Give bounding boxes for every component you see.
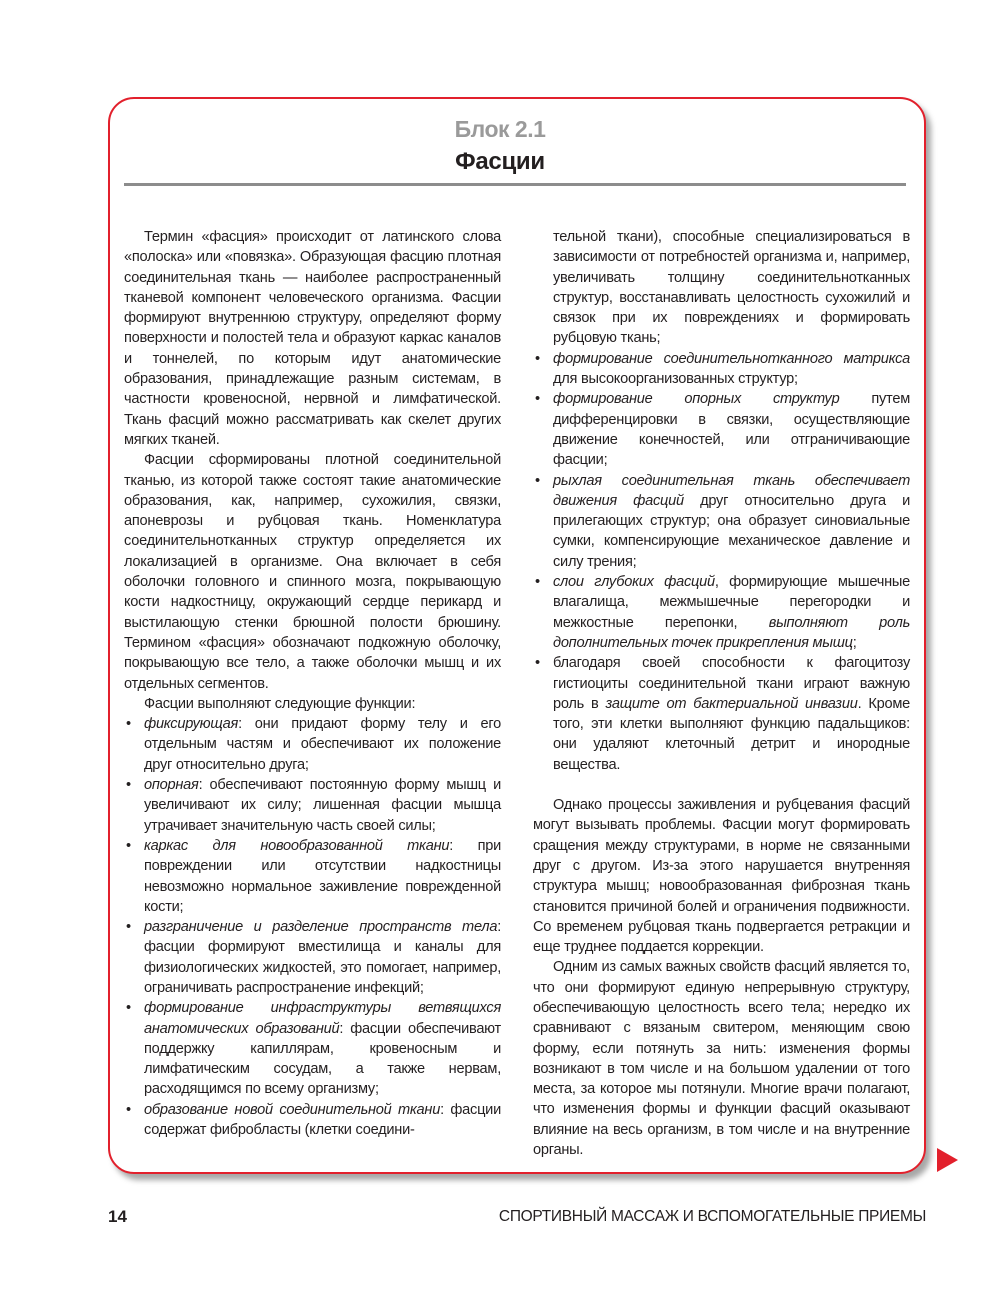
- text-run: Термин «фасция» происходит от латинского слова «полоска» или «повязка». Образующая фасцию плотная соединительная ткань — наиболее распространенный тканевой компонент человеческого организма. Фасции формируют внутреннюю структуру, определяют форму поверхности и полостей тела и образуют каркас каналов и тоннелей, по которым идут анатомические образования, принадлежащие разным системам, в частности кровеносной, нервной и лимфатической. Ткань фасций можно рассматривать как скелет других мягких тканей.: [124, 229, 501, 448]
- text-run: : они придают форму телу и его отдельным частям и обеспечивают их положение друг относительно друга;: [144, 716, 501, 773]
- text-run: : обеспечивают постоянную форму мышц и увеличивают их силу; лишенная фасции мышца утрачивает значительную часть своей силы;: [144, 777, 501, 834]
- text-run: , формирующие мышечные влагалища, межмышечные перегородки и межкостные перепонки,: [553, 574, 910, 631]
- box-kicker: Блок 2.1: [454, 116, 546, 142]
- bullet-list: [533, 349, 910, 775]
- list-item: [124, 1100, 501, 1141]
- text-run: : фасции формируют вместилища и каналы для физиологических жидкостей, это помогает, например, ограничивать распространение инфекций;: [144, 919, 501, 996]
- list-item: [124, 998, 501, 1099]
- list-item: [533, 349, 910, 390]
- paragraph: [124, 694, 501, 714]
- text-run: : при повреждении или отсутствии надкостницы невозможно нормальное заживление поврежденной кости;: [144, 837, 501, 915]
- text-run: для высокоорганизованных структур;: [553, 371, 798, 388]
- spacer: [533, 775, 910, 795]
- right-column: [533, 227, 910, 1160]
- italic-term: выполняют роль дополнительных точек прикрепления мышц: [553, 614, 910, 651]
- text-run: ;: [852, 634, 857, 651]
- paragraph: [533, 957, 910, 1160]
- paragraph: [124, 227, 501, 450]
- italic-term: рыхлая соединительная ткань обеспечивает движения фасций: [553, 472, 910, 509]
- italic-term: слои глубоких фасций: [553, 574, 715, 591]
- italic-term: образование новой соединительной ткани: [144, 1101, 441, 1118]
- list-item: [533, 572, 910, 653]
- list-item: [124, 775, 501, 836]
- title-divider: [124, 183, 906, 186]
- text-run: путем дифференцировки в связки, осуществляющие движение конечностей, или отграничивающие фасции;: [553, 391, 910, 469]
- text-run: . Кроме того, эти клетки выполняют функцию падальщиков: они удаляют клеточный детрит и инородные вещества.: [553, 695, 910, 773]
- bullet-list: [124, 714, 501, 1140]
- running-head: СПОРТИВНЫЙ МАССАЖ И ВСПОМОГАТЕЛЬНЫЕ ПРИЕМЫ: [498, 1208, 926, 1225]
- text-run: Фасции выполняют следующие функции:: [144, 695, 416, 712]
- list-item: [533, 389, 910, 470]
- list-item: [533, 471, 910, 572]
- text-run: Фасции сформированы плотной соединительной тканью, из которой также состоят такие анатомические образования, как, например, сухожилия, связки, апоневрозы и рубцовая ткань. Номенклатура соединительнотканных структур определяется их локализацией в организме. Она включает в себя оболочки головного и спинного мозга, покрывающую кости надкостницу, окружающий сердце перикард и выстилающую стенки брюшной полости брюшину. Термином «фасция» обозначают подкожную оболочку, покрывающую все тело, а также оболочки мышц и их отдельных сегментов.: [124, 452, 501, 692]
- paragraph: [533, 795, 910, 957]
- list-item: [124, 917, 501, 998]
- text-run: тельной ткани), способные специализироваться в зависимости от потребностей организма и, например, увеличивать толщину соединительнотканных структур, восстанавливать целостность сухожилий и связок при их повреждениях и формировать рубцовую ткань;: [553, 229, 910, 347]
- list-item: [124, 836, 501, 917]
- page-number: 14: [108, 1207, 127, 1226]
- italic-term: формирование инфраструктуры ветвящихся анатомических образований: [144, 1000, 501, 1037]
- box-title: Фасции: [455, 148, 545, 175]
- left-column: [124, 227, 501, 1140]
- italic-term: разграничение и разделение пространств тела: [144, 919, 498, 936]
- list-item: [533, 653, 910, 775]
- text-run: Одним из самых важных свойств фасций является то, что они формируют единую непрерывную структуру, обеспечивающую целостность всего тела; нередко их сравнивают с вязаным свитером, меняющим свою форму, если потянуть за нить: изменения формы возникают в том числе и на большом удалении от того места, за которое мы потянули. Многие врачи полагают, что изменения формы и функции фасций оказывают влияние на весь организм, в том числе и на внутренние органы.: [533, 959, 910, 1159]
- list-item: [124, 714, 501, 775]
- text-run: друг относительно друга и прилегающих структур; она образует синовиальные сумки, компенсирующие механическое давление и силу трения;: [553, 492, 910, 570]
- italic-term: формирование опорных структур: [553, 391, 840, 408]
- paragraph: [124, 450, 501, 694]
- text-run: : фасции содержат фибробласты (клетки соедини-: [144, 1101, 501, 1139]
- text-run: : фасции обеспечивают поддержку капиллярам, кровеносным и лимфатическим сосудам, а также нервам, расходящимся по всему организму;: [144, 1020, 501, 1098]
- italic-term: фиксирующая: [144, 716, 239, 733]
- text-run: Однако процессы заживления и рубцевания фасций могут вызывать проблемы. Фасции могут формировать сращения между структурами, в норме не связанными друг с другом. Из-за этого нарушается внутренняя структура мышц; новообразованная фиброзная ткань становится причиной болей и ограничения подвижности. Со временем рубцовая ткань подвергается ретракции и еще труднее поддается коррекции.: [533, 797, 910, 956]
- italic-term: каркас для новообразованной ткани: [144, 837, 450, 854]
- list-item-continuation: [533, 227, 910, 349]
- italic-term: опорная: [144, 777, 199, 794]
- text-run: благодаря своей способности к фагоцитозу гистиоциты соединительной ткани играют важную роль в: [553, 655, 910, 712]
- next-page-triangle-icon: [937, 1148, 958, 1172]
- italic-term: формирование соединительнотканного матрикса: [553, 350, 910, 367]
- italic-term: защите от бактериальной инвазии: [605, 695, 858, 712]
